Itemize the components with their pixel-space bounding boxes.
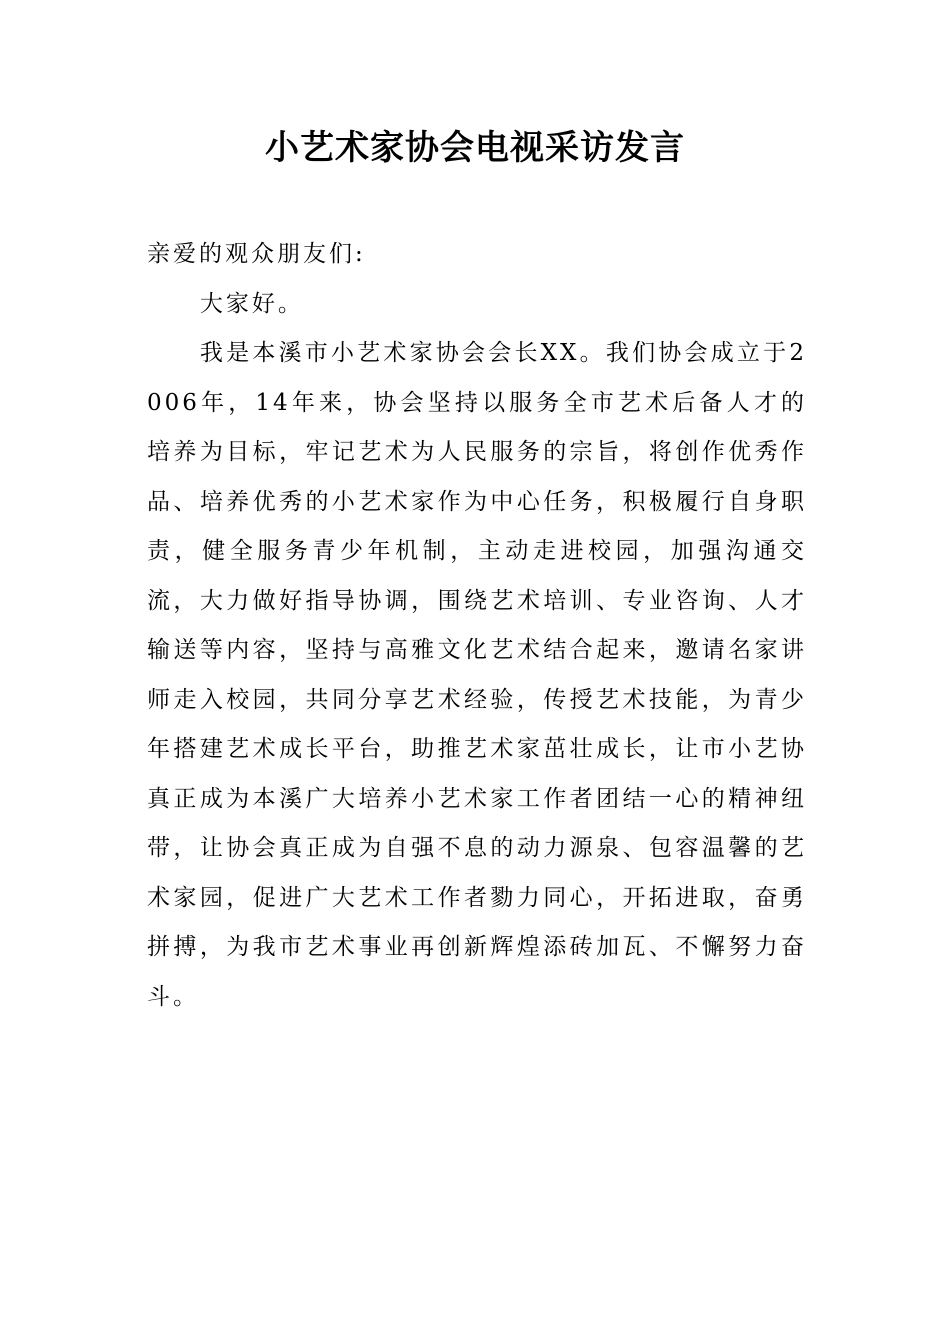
document-title: 小艺术家协会电视采访发言: [265, 128, 685, 168]
greeting: 大家好。: [199, 290, 304, 317]
salutation: 亲爱的观众朋友们:: [147, 241, 366, 267]
document-body: [147, 230, 807, 1022]
main-paragraph: 我是本溪市小艺术家协会会长XX。我们协会成立于2006年，14年来，协会坚持以服务全市艺术后备人才的培养为目标，牢记艺术为人民服务的宗旨，将创作优秀作品、培养优秀的小艺术家作为中心任务，积极履行自身职责，健全服务青少年机制，主动走进校园，加强沟通交流，大力做好指导协调，围绕艺术培训、专业咨询、人才输送等内容，坚持与高雅文化艺术结合起来，邀请名家讲师走入校园，共同分享艺术经验，传授艺术技能，为青少年搭建艺术成长平台，助推艺术家茁壮成长，让市小艺协真正成为本溪广大培养小艺术家工作者团结一心的精神纽带，让协会真正成为自强不息的动力源泉、包容温馨的艺术家园，促进广大艺术工作者勠力同心，开拓进取，奋勇拼搏，为我市艺术事业再创新辉煌添砖加瓦、不懈努力奋斗。: [147, 340, 807, 1010]
